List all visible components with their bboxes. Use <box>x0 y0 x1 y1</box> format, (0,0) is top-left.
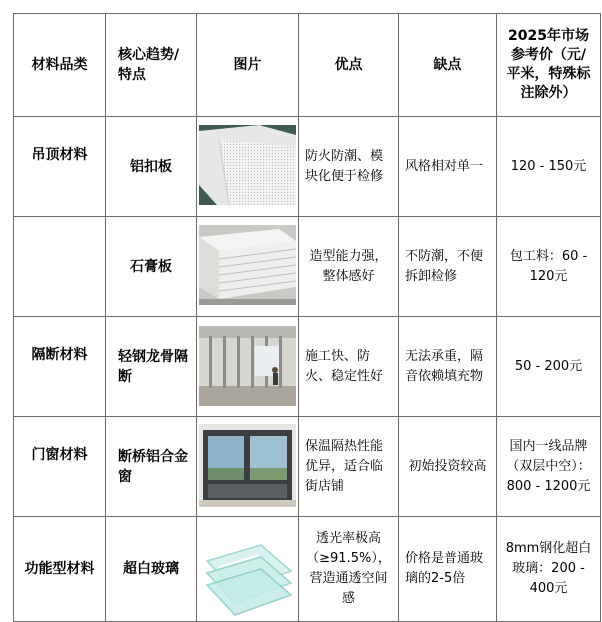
aluminum-panel-photo-icon <box>199 125 296 205</box>
row-name: 轻钢龙骨隔断 <box>118 348 188 385</box>
column-divider <box>600 13 601 622</box>
header-image: 图片 <box>233 57 262 73</box>
header-category: 材料品类 <box>31 57 88 73</box>
row-price: 国内一线品牌（双层中空）：800 - 1200元 <box>506 438 591 494</box>
row-cons: 不防潮，不便拆卸检修 <box>405 248 484 284</box>
header-cons: 缺点 <box>433 57 462 73</box>
row-price: 8mm钢化超白玻璃：200 - 400元 <box>505 541 592 596</box>
header-trend: 核心趋势/特点 <box>118 47 180 83</box>
row-price: 50 - 200元 <box>514 358 583 374</box>
row-pros: 造型能力强，整体感好 <box>309 248 388 284</box>
gypsum-board-photo-icon <box>199 225 296 305</box>
aluminum-window-photo-icon <box>199 424 296 507</box>
row-pros: 防火防潮、模块化便于检修 <box>305 148 384 184</box>
row-pros: 透光率极高（≥91.5%），营造通透空间感 <box>306 531 391 606</box>
row-category: 功能型材料 <box>24 561 95 577</box>
header-pros: 优点 <box>334 57 363 73</box>
row-cons: 价格是普通玻璃的2-5倍 <box>405 551 484 586</box>
row-price: 120 - 150元 <box>510 158 587 174</box>
row-price: 包工料：60 - 120元 <box>509 248 588 284</box>
row-cons: 风格相对单一 <box>405 158 484 174</box>
row-name: 超白玻璃 <box>123 561 179 577</box>
row-name: 铝扣板 <box>130 158 172 175</box>
row-cons: 无法承重，隔音依赖填充物 <box>405 348 484 384</box>
row-category: 隔断材料 <box>31 347 88 363</box>
row-category: 吊顶材料 <box>31 147 88 163</box>
ultra-clear-glass-photo-icon <box>199 521 296 616</box>
row-cons: 初始投资较高 <box>408 458 487 474</box>
light-steel-keel-photo-icon <box>199 326 296 406</box>
row-pros: 施工快、防火、稳定性好 <box>305 348 384 384</box>
header-price: 2025年市场参考价（元/平米，特殊标注除外） <box>506 28 591 101</box>
row-pros: 保温隔热性能优异，适合临街店铺 <box>305 438 384 494</box>
row-name: 断桥铝合金窗 <box>118 448 188 485</box>
row-category: 门窗材料 <box>31 447 88 463</box>
row-name: 石膏板 <box>130 258 172 275</box>
